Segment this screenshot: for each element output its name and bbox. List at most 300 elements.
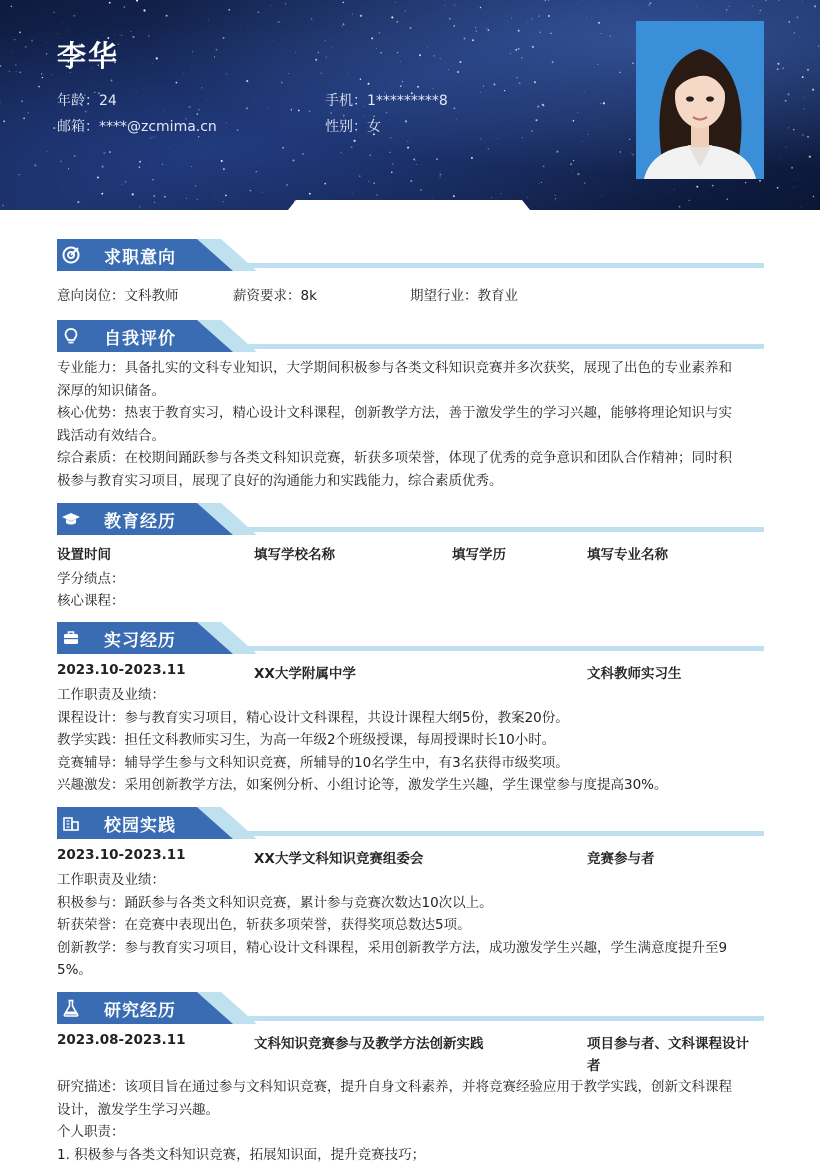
star-dot <box>573 160 574 161</box>
star-dot <box>536 1 537 2</box>
star-dot <box>298 110 300 112</box>
star-dot <box>223 168 225 170</box>
star-dot <box>453 107 455 109</box>
star-dot <box>475 27 476 28</box>
flask-icon <box>61 998 81 1018</box>
star-dot <box>796 16 798 18</box>
star-dot <box>302 153 303 154</box>
intern-time: 2023.10-2023.11 <box>57 662 186 678</box>
star-dot <box>395 2 396 3</box>
star-dot <box>256 171 257 172</box>
star-dot <box>62 23 63 24</box>
self-eval-line: 专业能力：具备扎实的文科专业知识，大学期间积极参与各类文科知识竞赛并多次获奖，展现了出色的专业素养和 <box>57 357 764 380</box>
star-dot <box>794 32 796 34</box>
star-dot <box>11 6 12 7</box>
campus-details <box>57 869 764 982</box>
star-dot <box>491 197 492 198</box>
star-dot <box>433 198 434 199</box>
star-dot <box>456 119 457 120</box>
star-dot <box>202 158 203 159</box>
section-header-education <box>57 503 764 535</box>
star-dot <box>785 100 787 102</box>
star-dot <box>488 29 490 31</box>
star-dot <box>215 149 216 150</box>
star-dot <box>27 112 29 114</box>
star-dot <box>454 5 455 6</box>
star-dot <box>584 91 585 92</box>
star-dot <box>320 73 321 74</box>
star-dot <box>449 18 451 20</box>
star-dot <box>18 174 19 175</box>
profile-photo <box>636 21 764 179</box>
star-dot <box>415 160 416 161</box>
star-dot <box>407 141 408 142</box>
research-time: 2023.08-2023.11 <box>57 1032 186 1048</box>
star-dot <box>405 120 407 122</box>
star-dot <box>340 152 341 153</box>
star-dot <box>760 13 761 14</box>
star-dot <box>347 73 348 74</box>
star-dot <box>793 187 794 188</box>
star-dot <box>15 64 17 66</box>
star-dot <box>459 61 461 63</box>
star-dot <box>343 23 345 25</box>
star-dot <box>448 69 449 70</box>
star-dot <box>572 171 573 172</box>
star-dot <box>522 137 523 138</box>
star-dot <box>480 7 481 8</box>
self-eval-text <box>57 357 764 492</box>
star-dot <box>242 43 243 44</box>
star-dot <box>221 160 223 162</box>
star-dot <box>214 57 215 58</box>
star-dot <box>631 152 632 153</box>
star-dot <box>752 6 753 7</box>
star-dot <box>526 22 527 23</box>
star-dot <box>283 132 284 133</box>
star-dot <box>67 30 68 31</box>
star-dot <box>600 103 601 104</box>
research-line: 研究描述：该项目旨在通过参与文科知识竞赛，提升自身文科素养，并将竞赛经验应用于教学实践，创新文科课程 <box>57 1076 764 1099</box>
star-dot <box>222 37 224 39</box>
star-dot <box>376 48 377 49</box>
star-dot <box>153 137 154 138</box>
briefcase-icon <box>61 628 81 648</box>
star-dot <box>41 73 42 74</box>
section-header-research <box>57 992 764 1024</box>
star-dot <box>21 100 23 102</box>
star-dot <box>152 179 153 180</box>
star-dot <box>545 0 546 1</box>
resume-header <box>0 0 820 210</box>
target-icon <box>61 245 81 265</box>
star-dot <box>226 123 227 124</box>
campus-line: 工作职责及业绩： <box>57 869 764 892</box>
star-dot <box>342 26 343 27</box>
star-dot <box>427 47 428 48</box>
section-header-intent <box>57 239 764 271</box>
star-dot <box>326 56 328 58</box>
star-dot <box>136 91 137 92</box>
star-dot <box>556 151 558 153</box>
star-dot <box>436 158 438 160</box>
star-dot <box>783 68 784 69</box>
star-dot <box>759 180 761 182</box>
star-dot <box>516 77 517 78</box>
star-dot <box>543 105 545 107</box>
star-dot <box>183 73 184 74</box>
star-dot <box>136 0 138 2</box>
star-dot <box>125 181 126 182</box>
self-eval-line: 深厚的知识储备。 <box>57 380 764 403</box>
star-dot <box>351 146 353 148</box>
star-dot <box>109 2 111 4</box>
edu-degree: 填写学历 <box>452 543 506 563</box>
star-dot <box>225 195 227 197</box>
star-dot <box>548 0 549 1</box>
star-dot <box>342 2 344 4</box>
star-dot <box>453 195 455 197</box>
star-dot <box>139 206 140 207</box>
star-dot <box>795 179 796 180</box>
star-dot <box>390 137 391 138</box>
star-dot <box>402 81 403 82</box>
research-details <box>57 1076 764 1166</box>
star-dot <box>60 161 62 163</box>
star-dot <box>102 166 104 168</box>
campus-line: 5%。 <box>57 959 764 982</box>
star-dot <box>85 110 87 112</box>
star-dot <box>555 198 556 199</box>
star-dot <box>515 49 517 51</box>
edu-major: 填写专业名称 <box>587 543 668 563</box>
star-dot <box>397 52 398 53</box>
star-dot <box>218 201 219 202</box>
star-dot <box>471 157 473 159</box>
star-dot <box>370 155 371 156</box>
star-dot <box>778 0 779 1</box>
star-dot <box>402 117 403 118</box>
star-dot <box>325 40 326 41</box>
campus-role: 竞赛参与者 <box>587 847 655 867</box>
star-dot <box>246 80 248 82</box>
star-dot <box>352 14 353 15</box>
star-dot <box>195 185 196 186</box>
star-dot <box>353 140 355 142</box>
star-dot <box>288 73 289 74</box>
star-dot <box>587 134 588 135</box>
star-dot <box>103 152 105 154</box>
header-tab-notch <box>288 200 530 210</box>
star-dot <box>531 130 533 132</box>
star-dot <box>390 152 391 153</box>
star-dot <box>268 107 269 108</box>
star-dot <box>169 148 170 149</box>
star-dot <box>139 166 141 168</box>
star-dot <box>601 195 602 196</box>
star-dot <box>797 69 798 70</box>
star-dot <box>331 112 332 113</box>
star-dot <box>433 88 434 89</box>
star-dot <box>534 81 536 83</box>
star-dot <box>6 40 7 41</box>
star-dot <box>416 164 417 165</box>
section-title: 实习经历 <box>104 626 176 651</box>
star-dot <box>629 139 630 140</box>
research-project: 文科知识竞赛参与及教学方法创新实践 <box>254 1032 484 1052</box>
star-dot <box>392 163 393 164</box>
research-line: 个人职责： <box>57 1121 764 1144</box>
star-dot <box>619 72 621 74</box>
intern-line: 竞赛辅导：辅导学生参与文科知识竞赛，所辅导的10名学生中，有3名获得市级奖项。 <box>57 752 764 775</box>
star-dot <box>777 187 779 189</box>
star-dot <box>609 35 611 37</box>
section-header-campus <box>57 807 764 839</box>
star-dot <box>453 25 455 27</box>
star-dot <box>632 62 634 64</box>
star-dot <box>674 189 675 190</box>
star-dot <box>500 80 501 81</box>
star-dot <box>31 40 33 42</box>
star-dot <box>407 147 409 149</box>
star-dot <box>359 175 360 176</box>
star-dot <box>813 196 814 197</box>
star-dot <box>150 138 151 139</box>
intern-details <box>57 684 764 797</box>
star-dot <box>543 165 545 167</box>
star-dot <box>162 164 163 165</box>
star-dot <box>787 108 788 109</box>
star-dot <box>552 61 554 63</box>
star-dot <box>809 156 811 158</box>
star-dot <box>508 21 509 22</box>
star-dot <box>214 197 215 198</box>
star-dot <box>679 206 681 208</box>
star-dot <box>440 58 441 59</box>
star-dot <box>802 76 804 78</box>
star-dot <box>52 74 53 75</box>
star-dot <box>150 165 151 166</box>
star-dot <box>483 86 484 87</box>
star-dot <box>497 138 498 139</box>
star-dot <box>469 119 470 120</box>
star-dot <box>68 168 69 169</box>
star-dot <box>192 51 193 52</box>
star-dot <box>555 195 556 196</box>
star-dot <box>121 35 122 36</box>
star-dot <box>286 184 288 186</box>
star-dot <box>814 5 816 7</box>
star-dot <box>341 113 342 114</box>
star-dot <box>188 106 190 108</box>
star-dot <box>201 87 202 88</box>
research-line: 1. 积极参与各类文科知识竞赛，拓展知识面，提升竞赛技巧； <box>57 1144 764 1166</box>
star-dot <box>25 46 27 48</box>
star-dot <box>291 109 293 111</box>
age-field: 年龄：24 <box>57 90 117 110</box>
star-dot <box>463 37 465 39</box>
star-dot <box>153 195 155 197</box>
star-dot <box>696 6 697 7</box>
star-dot <box>550 32 552 34</box>
star-dot <box>789 21 790 22</box>
star-dot <box>787 93 789 95</box>
star-dot <box>324 183 326 185</box>
star-dot <box>197 199 198 200</box>
star-dot <box>198 136 199 137</box>
star-dot <box>253 99 254 100</box>
star-dot <box>688 200 689 201</box>
star-dot <box>577 112 578 113</box>
star-dot <box>46 53 47 54</box>
star-dot <box>527 197 528 198</box>
star-dot <box>420 189 422 191</box>
star-dot <box>521 57 522 58</box>
intent-salary: 薪资要求：8k <box>233 284 317 304</box>
research-role-continued: 者 <box>587 1054 601 1074</box>
star-dot <box>476 30 477 31</box>
star-dot <box>309 193 311 195</box>
star-dot <box>191 66 192 67</box>
star-dot <box>47 42 48 43</box>
star-dot <box>745 182 746 183</box>
star-dot <box>801 206 802 207</box>
star-dot <box>541 182 542 183</box>
edu-time: 设置时间 <box>57 543 111 563</box>
star-dot <box>597 64 598 65</box>
star-dot <box>376 194 378 196</box>
star-dot <box>138 8 139 9</box>
star-dot <box>73 15 75 17</box>
star-dot <box>208 99 209 100</box>
star-dot <box>352 193 353 194</box>
star-dot <box>20 72 22 74</box>
star-dot <box>807 136 809 138</box>
star-dot <box>493 83 495 85</box>
star-dot <box>518 30 520 32</box>
star-dot <box>486 28 487 29</box>
star-dot <box>573 120 575 122</box>
star-dot <box>373 182 375 184</box>
section-title: 求职意向 <box>104 243 176 268</box>
research-role: 项目参与者、文科课程设计 <box>587 1032 749 1052</box>
star-dot <box>360 15 362 17</box>
graduation-cap-icon <box>61 509 81 529</box>
star-dot <box>226 74 227 75</box>
star-dot <box>648 5 649 6</box>
star-dot <box>777 68 779 70</box>
star-dot <box>2 205 4 207</box>
campus-line: 创新教学：参与教育实习项目，精心设计文科课程，采用创新教学方法，成功激发学生兴趣，学生满意度提升至9 <box>57 937 764 960</box>
edu-gpa: 学分绩点： <box>57 567 125 587</box>
star-dot <box>548 15 550 17</box>
star-dot <box>419 54 421 56</box>
star-dot <box>807 69 809 71</box>
star-dot <box>208 21 209 22</box>
lightbulb-icon <box>61 326 81 346</box>
star-dot <box>257 11 259 13</box>
star-dot <box>539 32 541 34</box>
intern-line: 兴趣激发：采用创新教学方法，如案例分析、小组讨论等，激发学生兴趣，学生课堂参与度提高30%。 <box>57 774 764 797</box>
star-dot <box>198 109 200 111</box>
star-dot <box>603 102 605 104</box>
star-dot <box>759 10 761 12</box>
star-dot <box>38 86 40 88</box>
star-dot <box>196 113 198 115</box>
star-dot <box>360 78 361 79</box>
star-dot <box>9 71 11 73</box>
self-eval-line: 综合素质：在校期间踊跃参与各类文科知识竞赛，斩获多项荣誉，体现了优秀的竞争意识和团队合作精神；同时积 <box>57 447 764 470</box>
star-dot <box>186 198 187 199</box>
star-dot <box>191 166 192 167</box>
star-dot <box>620 151 621 152</box>
star-dot <box>293 159 295 161</box>
star-dot <box>148 35 150 37</box>
star-dot <box>23 118 25 120</box>
star-dot <box>271 6 272 7</box>
star-dot <box>311 18 312 19</box>
star-dot <box>14 39 15 40</box>
star-dot <box>266 99 267 100</box>
star-dot <box>222 201 223 202</box>
star-dot <box>457 71 459 73</box>
star-dot <box>519 82 521 84</box>
star-dot <box>584 183 585 184</box>
star-dot <box>63 185 64 186</box>
star-dot <box>797 60 798 61</box>
star-dot <box>480 138 481 139</box>
star-dot <box>250 190 252 192</box>
star-dot <box>19 32 21 34</box>
star-dot <box>802 134 803 135</box>
self-eval-line: 极参与教育实习项目，展现了良好的沟通能力和实践能力，综合素质优秀。 <box>57 470 764 493</box>
star-dot <box>109 151 111 153</box>
star-dot <box>3 120 5 122</box>
intern-role: 文科教师实习生 <box>587 662 682 682</box>
research-line: 设计，激发学生学习兴趣。 <box>57 1099 764 1122</box>
star-dot <box>101 193 103 195</box>
section-title: 教育经历 <box>104 507 176 532</box>
building-icon <box>61 813 81 833</box>
star-dot <box>216 49 218 51</box>
star-dot <box>508 30 509 31</box>
star-dot <box>433 55 434 56</box>
star-dot <box>228 9 230 11</box>
star-dot <box>203 101 204 102</box>
star-dot <box>132 36 134 38</box>
star-dot <box>124 6 125 7</box>
star-dot <box>154 202 155 203</box>
campus-line: 斩获荣誉：在竞赛中表现出色，斩获多项荣誉，获得奖项总数达5项。 <box>57 914 764 937</box>
star-dot <box>601 33 602 34</box>
star-dot <box>153 64 154 65</box>
star-dot <box>649 2 651 4</box>
star-dot <box>777 63 779 65</box>
star-dot <box>237 129 238 130</box>
star-dot <box>54 12 55 13</box>
email-field: 邮箱：****@zcmima.cn <box>57 116 217 136</box>
section-header-self-eval <box>57 320 764 352</box>
star-dot <box>577 3 578 4</box>
star-dot <box>309 111 311 113</box>
star-dot <box>445 5 446 6</box>
star-dot <box>53 127 55 129</box>
star-dot <box>130 31 131 32</box>
intern-org: XX大学附属中学 <box>254 662 356 682</box>
star-dot <box>391 171 393 173</box>
intern-line: 教学实践：担任文科教师实习生，为高一年级2个班级授课，每周授课时长10小时。 <box>57 729 764 752</box>
star-dot <box>77 201 79 203</box>
